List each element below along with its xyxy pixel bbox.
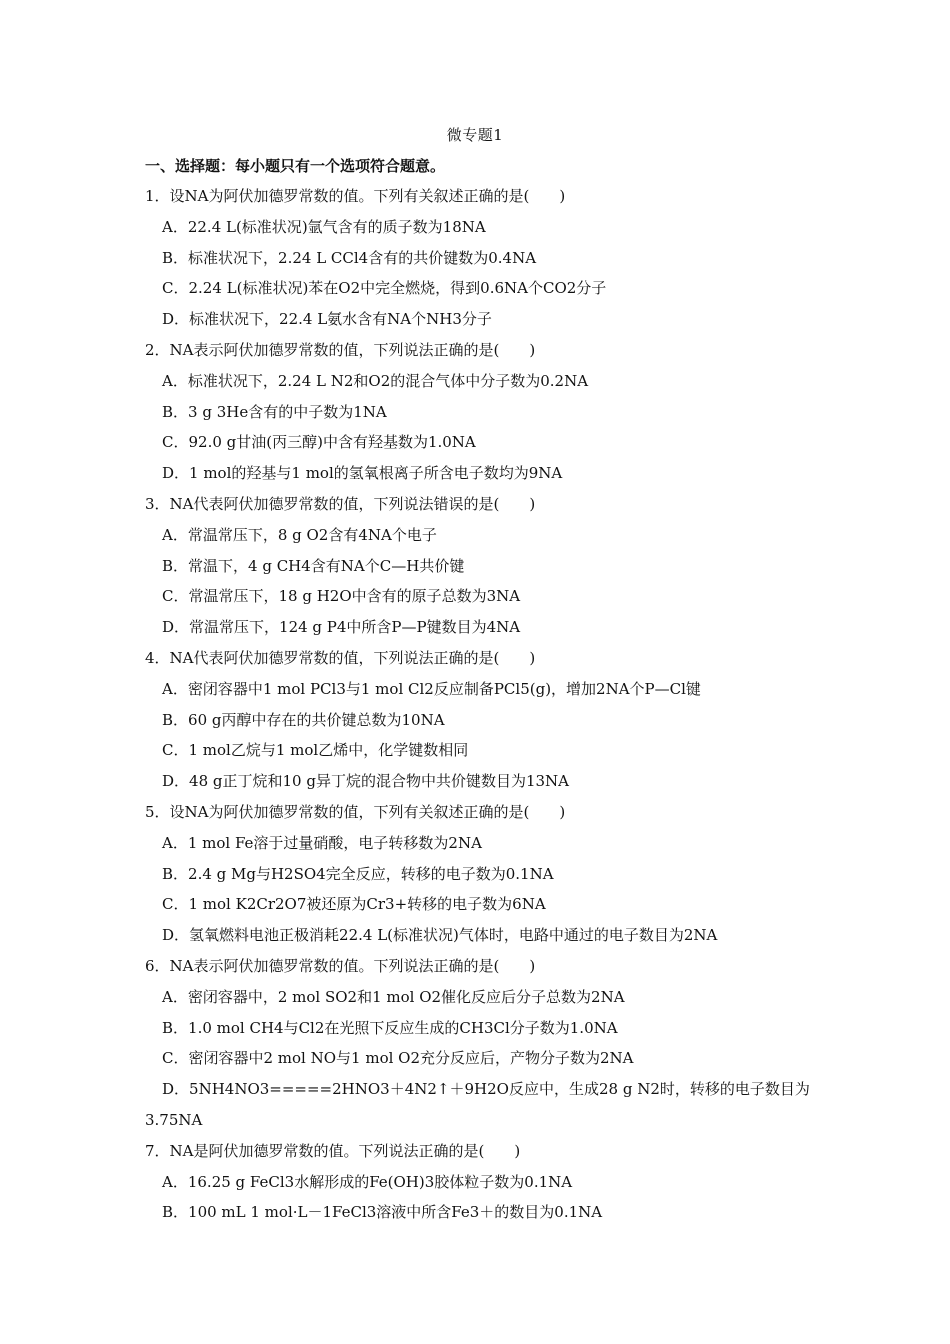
answer-option: B．2.4 g Mg与H2SO4完全反应，转移的电子数为0.1NA <box>162 864 554 883</box>
answer-option: B．60 g丙醇中存在的共价键总数为10NA <box>162 710 445 729</box>
answer-option: C．92.0 g甘油(丙三醇)中含有羟基数为1.0NA <box>162 433 476 452</box>
answer-option: D．氢氧燃料电池正极消耗22.4 L(标准状况)气体时，电路中通过的电子数目为2NA <box>162 926 718 945</box>
answer-option: C．密闭容器中2 mol NO与1 mol O2充分反应后，产物分子数为2NA <box>162 1049 634 1068</box>
answer-option: D．48 g正丁烷和10 g异丁烷的混合物中共价键数目为13NA <box>162 772 569 791</box>
answer-option: A．密闭容器中1 mol PCl3与1 mol Cl2反应制备PCl5(g)，增加2NA个P—Cl键 <box>162 679 701 698</box>
answer-option: B．3 g 3He含有的中子数为1NA <box>162 402 387 421</box>
answer-option: C．2.24 L(标准状况)苯在O2中完全燃烧，得到0.6NA个CO2分子 <box>162 279 607 298</box>
answer-option: D．5NH4NO3=====2HNO3＋4N2↑＋9H2O反应中，生成28 g N2时，转移的电子数目为 <box>162 1080 810 1099</box>
question-stem: 4．NA代表阿伏加德罗常数的值，下列说法正确的是( ) <box>145 649 536 667</box>
answer-option: D．标准状况下，22.4 L氨水含有NA个NH3分子 <box>162 310 492 329</box>
answer-option: A．16.25 g FeCl3水解形成的Fe(OH)3胶体粒子数为0.1NA <box>162 1172 573 1191</box>
answer-option: B．100 mL 1 mol·L－1FeCl3溶液中所含Fe3＋的数目为0.1NA <box>162 1203 603 1222</box>
section-header: 一、选择题：每小题只有一个选项符合题意。 <box>145 157 446 175</box>
answer-option: D．常温常压下，124 g P4中所含P—P键数目为4NA <box>162 618 521 637</box>
question-stem: 5．设NA为阿伏加德罗常数的值，下列有关叙述正确的是( ) <box>145 803 566 821</box>
answer-option: A．密闭容器中，2 mol SO2和1 mol O2催化反应后分子总数为2NA <box>162 987 625 1006</box>
answer-option: B．常温下，4 g CH4含有NA个C—H共价键 <box>162 556 465 575</box>
question-stem: 2．NA表示阿伏加德罗常数的值，下列说法正确的是( ) <box>145 341 536 359</box>
answer-option: A．常温常压下，8 g O2含有4NA个电子 <box>162 525 437 544</box>
answer-option: C．1 mol K2Cr2O7被还原为Cr3+转移的电子数为6NA <box>162 895 546 914</box>
answer-option: A．1 mol Fe溶于过量硝酸，电子转移数为2NA <box>162 833 482 852</box>
answer-option: C．常温常压下，18 g H2O中含有的原子总数为3NA <box>162 587 521 606</box>
answer-option: B．标准状况下，2.24 L CCl4含有的共价键数为0.4NA <box>162 248 537 267</box>
text-continuation: 3.75NA <box>145 1111 203 1129</box>
answer-option: C．1 mol乙烷与1 mol乙烯中，化学键数相同 <box>162 741 469 760</box>
question-stem: 1．设NA为阿伏加德罗常数的值。下列有关叙述正确的是( ) <box>145 187 566 205</box>
answer-option: A．22.4 L(标准状况)氩气含有的质子数为18NA <box>162 217 486 236</box>
question-stem: 6．NA表示阿伏加德罗常数的值。下列说法正确的是( ) <box>145 957 536 975</box>
page-title: 微专题1 <box>446 126 504 144</box>
answer-option: B．1.0 mol CH4与Cl2在光照下反应生成的CH3Cl分子数为1.0NA <box>162 1018 618 1037</box>
answer-option: A．标准状况下，2.24 L N2和O2的混合气体中分子数为0.2NA <box>162 371 589 390</box>
question-stem: 7．NA是阿伏加德罗常数的值。下列说法正确的是( ) <box>145 1141 521 1160</box>
question-stem: 3．NA代表阿伏加德罗常数的值，下列说法错误的是( ) <box>145 495 536 513</box>
answer-option: D．1 mol的羟基与1 mol的氢氧根离子所含电子数均为9NA <box>162 464 563 483</box>
